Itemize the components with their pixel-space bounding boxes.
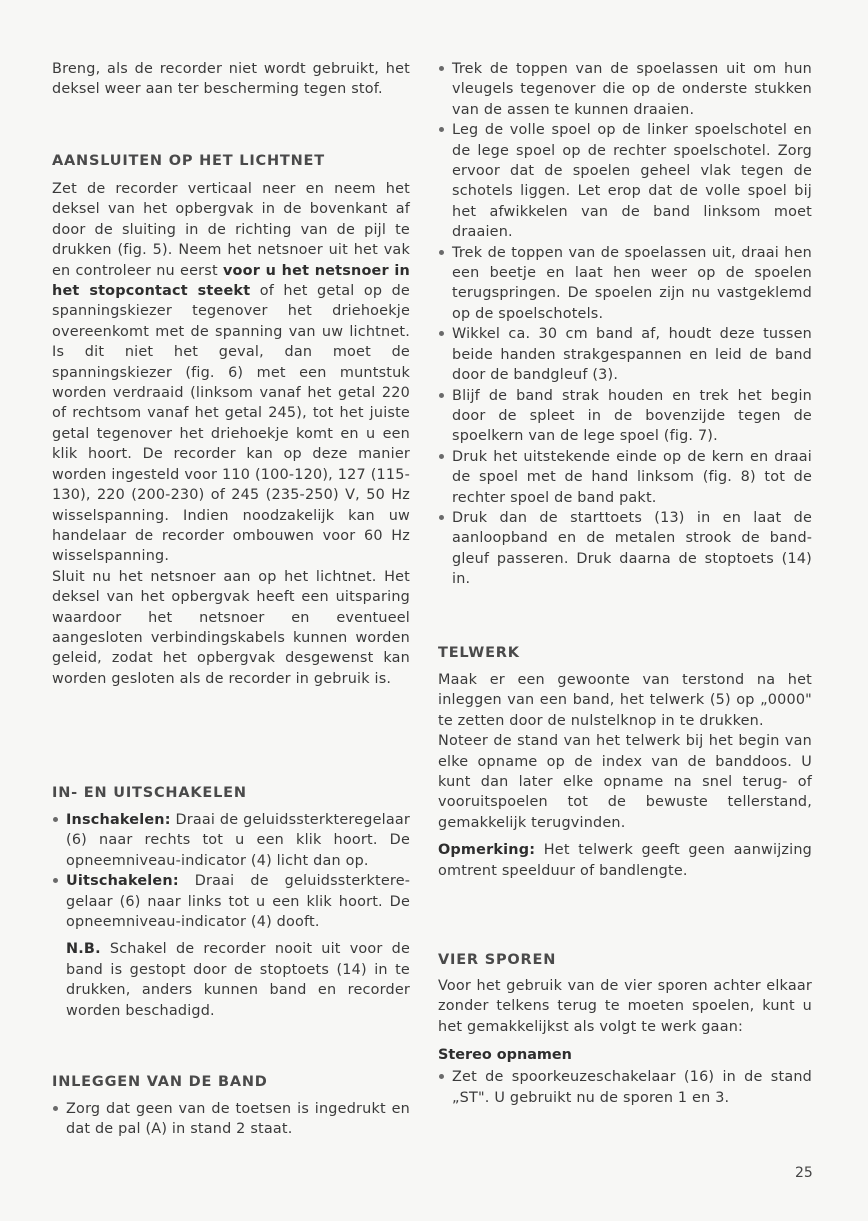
list-item: Blijf de band strak houden en trek het begin door de spleet in de bovenzijde tegen de spoelkern van de lege spoel (fig. 7). — [438, 386, 812, 447]
nb-note: N.B. Schakel de recorder nooit uit voor de band is gestopt door de stoptoets (14) in te drukken, anders kunnen band en recorder worden beschadigd. — [66, 941, 410, 1019]
telwerk-paragraph-2: Noteer de stand van het telwerk bij het begin van elke opname op de index van de banddoos. U kunt dan later elke opname na snel terug- of vooruitspoelen tot de bewuste tellerstand, gemakkelijk terugvinden. — [438, 733, 812, 831]
section-aansluiten — [52, 179, 410, 689]
list-item: Leg de volle spoel op de linker spoelschotel en de lege spoel op de rechter spoelschotel. Zorg ervoor dat de spoelen geheel vlak tegen de schotels liggen. Let erop dat de volle spoel bij het afwikkelen van de band linksom moet draaien. — [438, 120, 812, 242]
list-item: Trek de toppen van de spoelassen uit, draai hen een beetje en laat hen weer op de spoelen terugspringen. De spoelen zijn nu vastgeklemd op de spoelschotels. — [438, 243, 812, 325]
telwerk-paragraph-1: Maak er een gewoonte van terstond na het inleggen van een band, het telwerk (5) op „0000" te zetten door de nulstelknop in te drukken. — [438, 672, 812, 729]
bullet-icon — [439, 331, 444, 336]
tape-loading-list — [438, 59, 812, 590]
heading-vier-sporen: VIER SPOREN — [438, 952, 557, 968]
list-item: Zet de spoorkeuzeschakelaar (16) in de stand „ST". U gebruikt nu de sporen 1 en 3. — [438, 1067, 812, 1108]
list-item: Inschakelen: Draai de geluidssterkteregelaar (6) naar rechts tot u een klik hoort. De opneemniveau-indicator (4) licht dan op. — [52, 810, 410, 871]
heading-in-uitschakelen: IN- EN UITSCHAKELEN — [52, 785, 247, 801]
section-in-uitschakelen — [52, 810, 410, 1021]
list-item: Zorg dat geen van de toetsen is ingedrukt en dat de pal (A) in stand 2 staat. — [52, 1099, 410, 1140]
bullet-icon — [53, 878, 58, 883]
bullet-icon — [53, 1106, 58, 1111]
bullet-icon — [53, 817, 58, 822]
list-item: Wikkel ca. 30 cm band af, houdt deze tussen beide handen strakgespannen en leid de band door de bandgleuf (3). — [438, 324, 812, 385]
section-vier-sporen — [438, 976, 812, 1108]
list-item: Druk dan de starttoets (13) in en laat de aanloopband en de metalen strook de bandgleuf passeren. Druk daarna de stoptoets (14) in. — [438, 508, 812, 590]
list-item: Uitschakelen: Draai de geluidssterkteregelaar (6) naar links tot u een klik hoort. De opneemniveau-indicator (4) dooft. — [52, 871, 410, 932]
bullet-icon — [439, 454, 444, 459]
emphasis-netsnoer: voor u het netsnoer in het stopcontact steekt — [52, 262, 410, 300]
bullet-icon — [439, 66, 444, 71]
section-telwerk — [438, 670, 812, 881]
bullet-icon — [439, 127, 444, 132]
heading-telwerk: TELWERK — [438, 645, 520, 661]
list-item: Trek de toppen van de spoelassen uit om hun vleugels tegenover die op de onderste stukken van de assen te kunnen draaien. — [438, 59, 812, 120]
page-number: 25 — [795, 1165, 813, 1181]
aansluiten-paragraph-1: Zet de recorder verticaal neer en neem het deksel van het opbergvak in de bovenkant af door de sluiting in de richting van de pijl te drukken (fig. 5). Neem het netsnoer uit het vak en controleer nu eerst voor u het netsnoer in het stopcontact steekt of het getal op de spanningskiezer tegenover het driehoekje overeenkomt met de spanning van uw lichtnet. Is dit niet het geval, dan moet de spanningskiezer (fig. 6) met een muntstuk worden verdraaid (linksom vanaf het getal 220 of rechtsom vanaf het getal 245), tot het juiste getal tegenover het driehoekje komt en u een klik hoort. De recorder kan op deze manier worden ingesteld voor 110 (100-120), 127 (115-130), 220 (200-230) of 245 (235-250) V, 50 Hz wisselspanning. Indien noodzakelijk kan uw handelaar de recorder ombouwen voor 60 Hz wisselspanning. — [52, 181, 410, 565]
subheading-stereo: Stereo opnamen — [438, 1047, 572, 1064]
bullet-icon — [439, 515, 444, 520]
section-inleggen — [52, 1099, 410, 1140]
bullet-icon — [439, 393, 444, 398]
intro-paragraph: Breng, als de recorder niet wordt gebruikt, het deksel weer aan ter bescherming tegen stof. — [52, 61, 410, 98]
opmerking-note: Opmerking: Het telwerk geeft geen aanwijzing omtrent speelduur of bandlengte. — [438, 842, 812, 879]
vier-sporen-paragraph: Voor het gebruik van de vier sporen achter elkaar zonder telkens terug te moeten spoelen, kunt u het gemakkelijkst als volgt te werk gaan: — [438, 978, 812, 1035]
bullet-icon — [439, 250, 444, 255]
list-item: Druk het uitstekende einde op de kern en draai de spoel met de hand linksom (fig. 8) tot de rechter spoel de band pakt. — [438, 447, 812, 508]
heading-inleggen: INLEGGEN VAN DE BAND — [52, 1074, 268, 1090]
bullet-icon — [439, 1074, 444, 1079]
aansluiten-paragraph-2: Sluit nu het netsnoer aan op het lichtnet. Het deksel van het opbergvak heeft een uitsparing waardoor het netsnoer en eventueel aangesloten verbindingskabels kunnen worden geleid, zodat het opbergvak desgewenst kan worden gesloten als de recorder in gebruik is. — [52, 568, 410, 687]
heading-aansluiten: AANSLUITEN OP HET LICHTNET — [52, 153, 325, 169]
